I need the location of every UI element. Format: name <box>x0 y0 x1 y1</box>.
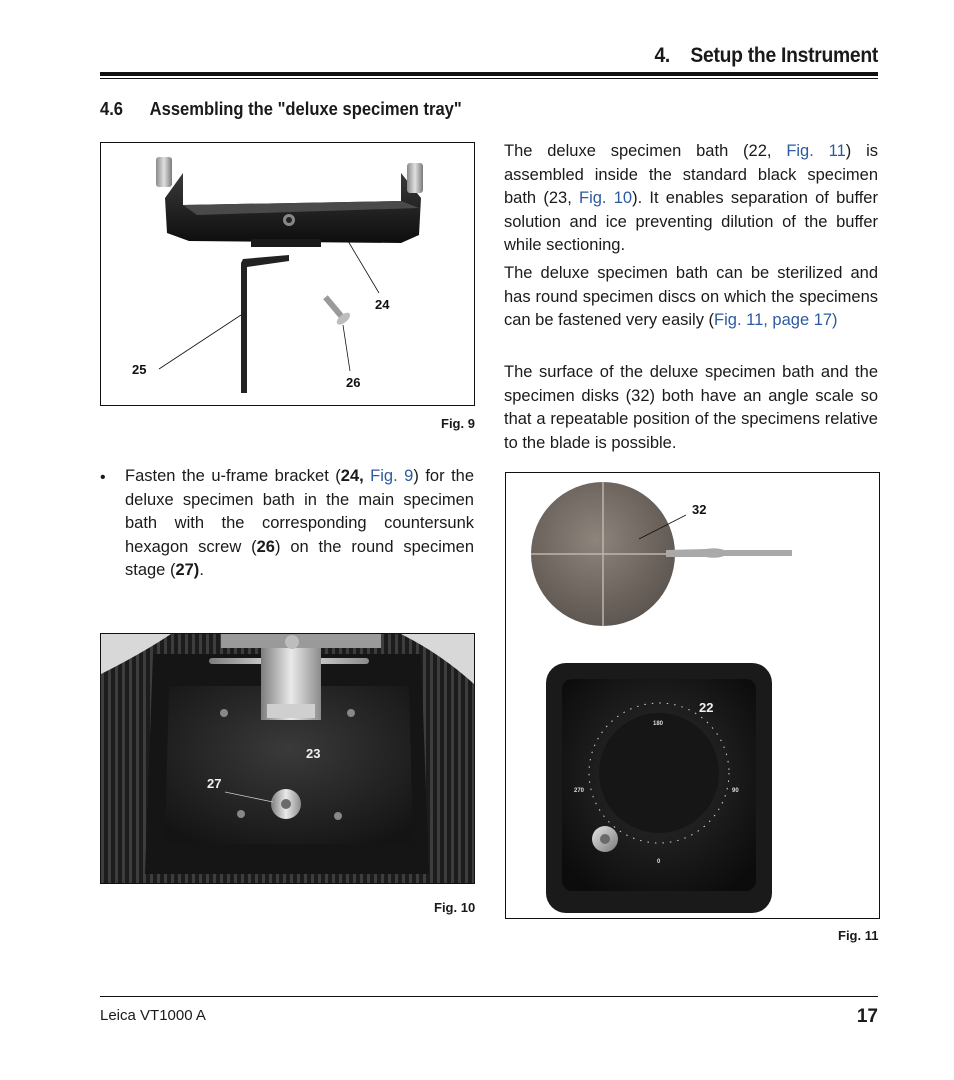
callout-22: 22 <box>699 700 714 715</box>
dial-label-180: 180 <box>653 721 664 727</box>
chapter-title: Setup the Instrument <box>690 44 878 67</box>
bullet-instruction <box>125 465 474 583</box>
callout-26: 26 <box>346 375 361 390</box>
page-number: 17 <box>856 1006 878 1027</box>
header-rule-thick <box>100 72 878 76</box>
figure-9-caption: Fig. 9 <box>441 416 475 431</box>
header-rule-thin <box>100 78 878 79</box>
callout-25: 25 <box>132 362 147 377</box>
link-fig-11[interactable]: Fig. 11 <box>786 142 846 160</box>
bullet-text-1: Fasten the u-frame bracket ( <box>125 467 341 485</box>
figure-11-caption: Fig. 11 <box>838 928 879 943</box>
paragraph-1 <box>504 140 878 258</box>
bullet-bold-26: 26 <box>256 537 275 556</box>
fig9-illustration <box>101 143 474 405</box>
section-number: 4.6 <box>100 99 124 119</box>
section-title: Assembling the "deluxe specimen tray" <box>149 99 462 119</box>
footer-rule <box>100 996 878 997</box>
callout-24: 24 <box>375 297 390 312</box>
p1-text-a: The deluxe specimen bath (22, <box>504 142 787 160</box>
bullet-text-4: . <box>199 561 204 579</box>
bullet-text-2: ) for the deluxe specimen bath in the main specimen bath with the corresponding countersunk hexagon screw ( <box>125 467 475 556</box>
callout-23: 23 <box>306 746 321 761</box>
p1-text-c: ). It enables separation of buffer solution and ice preventing dilution of the buffer while sectioning. <box>504 189 878 254</box>
bullet-bold-27: 27) <box>175 561 200 579</box>
callout-27: 27 <box>207 776 222 791</box>
p1-text-b: ) is assembled inside the standard black specimen bath (23, <box>504 142 878 207</box>
p2-text-a: The deluxe specimen bath can be sterilized and has round specimen discs on which the specimens can be fastened very easily ( <box>504 264 878 329</box>
section-heading <box>100 99 462 120</box>
bullet-bold-24: 24, <box>340 467 364 485</box>
paragraph-2 <box>504 262 878 333</box>
link-fig-10[interactable]: Fig. 10 <box>579 189 633 207</box>
paragraph-3: The surface of the deluxe specimen bath and the specimen disks (32) both have an angle scale so that a repeatable position of the specimens relative to the blade is possible. <box>504 363 878 452</box>
figure-9 <box>100 142 475 406</box>
dial-label-0: 0 <box>657 859 661 865</box>
figure-10-caption: Fig. 10 <box>434 900 476 915</box>
chapter-number: 4. <box>654 44 670 67</box>
bullet-text-3: ) on the round specimen stage ( <box>125 537 474 579</box>
footer-product: Leica VT1000 A <box>100 1007 206 1024</box>
link-fig-9[interactable]: Fig. 9 <box>363 467 414 485</box>
chapter-heading <box>654 44 878 68</box>
link-fig-11-page-17[interactable]: Fig. 11, page 17) <box>714 311 838 329</box>
callout-32: 32 <box>692 502 707 517</box>
bullet-marker: • <box>100 469 106 486</box>
dial-label-90: 90 <box>732 788 739 794</box>
figure-11 <box>505 472 880 919</box>
dial-label-270: 270 <box>574 788 585 794</box>
figure-10 <box>100 633 475 884</box>
fig11-photo <box>506 473 879 918</box>
fig10-photo <box>101 634 474 883</box>
